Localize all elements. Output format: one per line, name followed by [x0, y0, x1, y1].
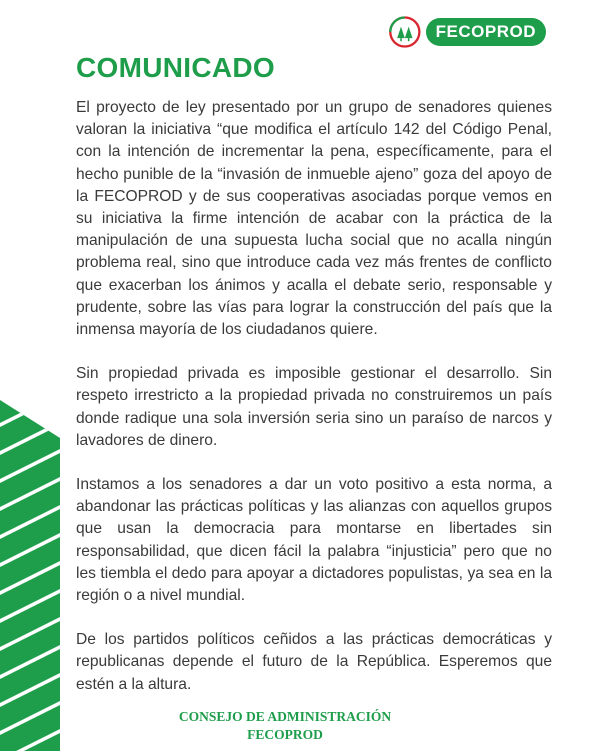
signature [150, 708, 420, 744]
page-title: COMUNICADO [76, 52, 275, 83]
paragraph: De los partidos políticos ceñidos a las prácticas democráticas y republicanas depende el futuro de la República. Esperemos que estén a la altura. [76, 631, 552, 693]
signature-line-2: FECOPROD [247, 727, 323, 742]
signature-line-1: CONSEJO DE ADMINISTRACIÓN [178, 709, 392, 724]
paragraph: El proyecto de ley presentado por un grupo de senadores quienes valoran la iniciativa “que modifica el artículo 142 del Código Penal, con la intención de incrementar la pena, específicamente, para el hecho punible de la “invasión de inmueble ajeno” goza del apoyo de la FECOPROD y de sus cooperativas asociadas porque vemos en su iniciativa la firme intención de acabar con la práctica de la manipulación de una supuesta lucha social que no acalla ningún problema real, sino que introduce cada vez más frentes de conflicto que exacerban los ánimos y acalla el debate serio, responsable y prudente, sobre las vías para lograr la construcción del país que la inmensa mayoría de los ciudadanos quiere. [76, 99, 552, 339]
paragraph: Sin propiedad privada es imposible gestionar el desarrollo. Sin respeto irrestricto a la propiedad privada no construiremos un país donde radique una sola inversión seria sino un paraíso de narcos y lavadores de dinero. [76, 365, 552, 449]
communique-body [76, 97, 552, 718]
logo-text: FECOPROD [426, 18, 546, 46]
cooperative-emblem-icon [388, 10, 422, 54]
decorative-stripes [0, 400, 60, 751]
paragraph: Instamos a los senadores a dar un voto positivo a esta norma, a abandonar las prácticas políticas y las alianzas con aquellos grupos que usan la democracia para montarse en libertades sin responsabilidad, que dicen fácil la palabra “injusticia” pero que no les tiembla el dedo para apoyar a dictadores populistas, ya sea en la región o a nivel mundial. [76, 476, 552, 605]
fecoprod-logo [388, 10, 546, 54]
